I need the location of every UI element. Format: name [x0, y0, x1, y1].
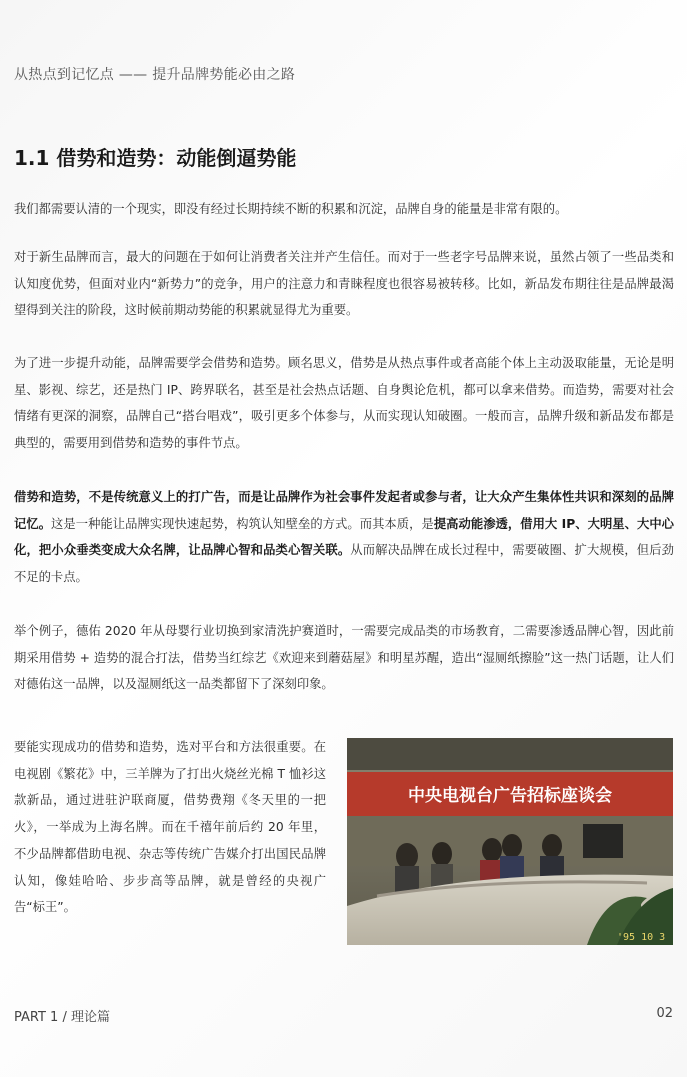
paragraph-borrow-create: 为了进一步提升动能，品牌需要学会借势和造势。顾名思义，借势是从热点事件或者高能个体上主动汲取能量，无论是明星、影视、综艺，还是热门 IP、跨界联名，甚至是社会热点话题、自身舆论危机，都可以拿来借势。而造势，需要对社会情绪有更深的洞察，品牌自己“搭台唱戏”，吸引更多个体参与，从而实现认知破圈。一般而言，品牌升级和新品发布都是典型的，需要用到借势和造势的事件节点。	[14, 356, 674, 451]
paragraph-new-brands: 对于新生品牌而言，最大的问题在于如何让消费者关注并产生信任。而对于一些老字号品牌来说，虽然占领了一些品类和认知度优势，但面对业内“新势力”的竞争，用户的注意力和青睐程度也很容易被转移。比如，新品发布期往往是品牌最渴望得到关注的阶段，这时候前期动势能的积累就显得尤为重要。	[14, 250, 674, 318]
emphasis-text: 借势和造势，不是传统意义上的打广告，而是让品牌作为社会事件发起者或参与者，让大众产生集体性共识和深刻的品牌记忆。	[14, 490, 674, 531]
body-text: 从而解决品牌在成长过程中，需要破圈、扩大规模，但后劲不足的卡点。	[14, 543, 674, 585]
date-stamp: '95 10 3	[617, 932, 666, 943]
paragraph-platform: 要能实现成功的借势和造势，选对平台和方法很重要。在电视剧《繁花》中，三羊牌为了打出火烧丝光棉 T 恤衫这款新品，通过进驻沪联商厦，借势费翔《冬天里的一把火》，一举成为上海名牌。而在千禧年前后约 20 年里，不少品牌都借助电视、杂志等传统广告媒介打出国民品牌认知，像娃哈哈、步步高等品牌，就是曾经的央视广告“标王”。	[14, 740, 326, 915]
paragraph-intro: 我们都需要认清的一个现实，即没有经过长期持续不断的积累和沉淀，品牌自身的能量是非常有限的。	[14, 202, 568, 216]
person	[432, 842, 452, 866]
body-text: 这是一种能让品牌实现快速起势，构筑认知壁垒的方式。而其本质，是	[51, 516, 434, 531]
person	[502, 834, 522, 858]
person	[395, 866, 419, 892]
paragraph-example: 举个例子，德佑 2020 年从母婴行业切换到家清洗护赛道时，一需要完成品类的市场教育，二需要渗透品牌心智，因此前期采用借势 + 造势的混合打法，借势当红综艺《欢迎来到蘑菇屋》和明星苏醒，造出“湿厕纸擦脸”这一热门话题，让人们对德佑这一品牌，以及湿厕纸这一品类都留下了深刻印象。	[14, 624, 674, 692]
person	[396, 843, 418, 869]
page-number: 02	[656, 1006, 673, 1021]
meeting-photo	[347, 738, 673, 945]
running-header: 从热点到记忆点 —— 提升品牌势能必由之路	[14, 67, 296, 83]
person	[482, 838, 502, 862]
person	[542, 834, 562, 858]
emphasis-text: 提高动能渗透，借用大 IP、大明星、大中心化，把小众垂类变成大众名牌，让品牌心智和品类心智关联。	[14, 516, 674, 558]
paragraph-essence	[14, 484, 674, 591]
section-title: 1.1 借势和造势：动能倒逼势能	[14, 146, 297, 170]
footer-part-label: PART 1 / 理论篇	[14, 1010, 110, 1025]
tv-set	[583, 824, 623, 858]
meeting-photo-illustration	[347, 738, 673, 945]
banner-text: 中央电视台广告招标座谈会	[408, 786, 612, 806]
